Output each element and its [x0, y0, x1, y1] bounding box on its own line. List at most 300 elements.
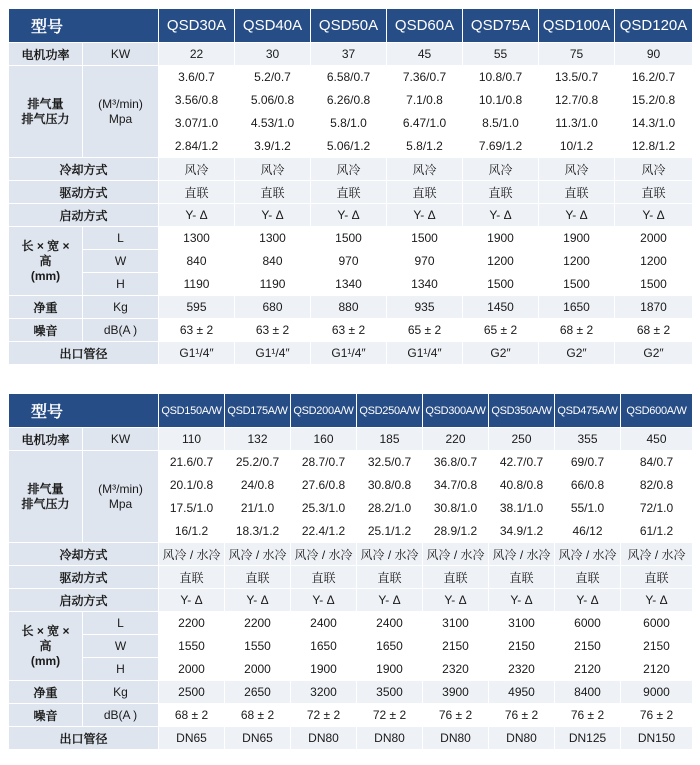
dim-l-cell: 6000: [555, 612, 621, 635]
cooling-cell: 风冷 / 水冷: [159, 543, 225, 566]
drive-label: 驱动方式: [9, 566, 159, 589]
table-row: [9, 319, 693, 342]
drive-cell: 直联: [159, 181, 235, 204]
air-label-line-2: 排气压力: [21, 111, 70, 126]
model-name-header: QSD250A/W: [357, 394, 423, 428]
dim-w-cell: 1650: [291, 635, 357, 658]
table-row: [9, 204, 693, 227]
noise-cell: 76 ± 2: [489, 704, 555, 727]
air-unit-label-line-1: (M³/min): [98, 96, 143, 111]
air-cell: 55/1.0: [555, 497, 621, 520]
air-label-text: [21, 97, 69, 127]
noise-cell: 72 ± 2: [357, 704, 423, 727]
air-cell: 21/1.0: [225, 497, 291, 520]
weight-cell: 8400: [555, 681, 621, 704]
weight-cell: 9000: [621, 681, 693, 704]
air-cell: 24/0.8: [225, 474, 291, 497]
dim-l-cell: 2200: [225, 612, 291, 635]
dim-w-label: W: [83, 635, 159, 658]
outlet-cell: DN80: [423, 727, 489, 750]
air-cell: 3.6/0.7: [159, 66, 235, 89]
outlet-cell: G1¹/4″: [159, 342, 235, 365]
table-row: [9, 9, 693, 43]
dim-w-label: W: [83, 250, 159, 273]
table-row: [9, 158, 693, 181]
dim-h-cell: 1190: [235, 273, 311, 296]
dim-l-label: L: [83, 612, 159, 635]
power-cell: 110: [159, 428, 225, 451]
cooling-cell: 风冷: [387, 158, 463, 181]
power-cell: 90: [615, 43, 693, 66]
weight-cell: 2650: [225, 681, 291, 704]
outlet-cell: G1¹/4″: [235, 342, 311, 365]
outlet-cell: DN80: [357, 727, 423, 750]
dimension-label-line-3: (mm): [30, 268, 61, 283]
dim-w-cell: 1550: [225, 635, 291, 658]
weight-cell: 1870: [615, 296, 693, 319]
table-row: [9, 43, 693, 66]
cooling-label: 冷却方式: [9, 158, 159, 181]
dim-h-cell: 2320: [489, 658, 555, 681]
start-cell: Y- Δ: [357, 589, 423, 612]
table-row: [9, 704, 693, 727]
outlet-cell: G2″: [463, 342, 539, 365]
drive-cell: 直联: [387, 181, 463, 204]
power-unit-label: KW: [83, 43, 159, 66]
dim-l-cell: 2400: [291, 612, 357, 635]
cooling-cell: 风冷: [615, 158, 693, 181]
table-row: [9, 727, 693, 750]
table-row: [9, 273, 693, 296]
outlet-cell: DN65: [159, 727, 225, 750]
model-name-header: QSD75A: [463, 9, 539, 43]
air-unit-label-line-2: Mpa: [108, 496, 133, 511]
start-cell: Y- Δ: [387, 204, 463, 227]
dim-w-cell: 1200: [615, 250, 693, 273]
air-label-line-2: 排气压力: [21, 496, 70, 511]
model-name-header: QSD30A: [159, 9, 235, 43]
model-name-header: QSD50A: [311, 9, 387, 43]
outlet-cell: G2″: [615, 342, 693, 365]
drive-cell: 直联: [235, 181, 311, 204]
air-cell: 34.9/1.2: [489, 520, 555, 543]
model-name-header: QSD200A/W: [291, 394, 357, 428]
weight-unit-label: Kg: [83, 296, 159, 319]
dim-w-cell: 2150: [555, 635, 621, 658]
table-row: [9, 566, 693, 589]
air-cell: 21.6/0.7: [159, 451, 225, 474]
noise-unit-label: dB(A ): [83, 319, 159, 342]
drive-cell: 直联: [159, 566, 225, 589]
weight-cell: 880: [311, 296, 387, 319]
dim-w-cell: 1650: [357, 635, 423, 658]
dim-w-cell: 2150: [489, 635, 555, 658]
dim-l-cell: 6000: [621, 612, 693, 635]
dim-h-cell: 1900: [357, 658, 423, 681]
dim-h-cell: 2000: [225, 658, 291, 681]
table-row: [9, 66, 693, 89]
air-cell: 11.3/1.0: [539, 112, 615, 135]
table-row: [9, 451, 693, 474]
weight-cell: 680: [235, 296, 311, 319]
noise-cell: 65 ± 2: [463, 319, 539, 342]
air-cell: 32.5/0.7: [357, 451, 423, 474]
outlet-cell: G1¹/4″: [311, 342, 387, 365]
noise-cell: 68 ± 2: [539, 319, 615, 342]
start-cell: Y- Δ: [311, 204, 387, 227]
air-cell: 10.1/0.8: [463, 89, 539, 112]
weight-cell: 3200: [291, 681, 357, 704]
air-cell: 27.6/0.8: [291, 474, 357, 497]
air-cell: 25.2/0.7: [225, 451, 291, 474]
table-row: [9, 658, 693, 681]
air-cell: 15.2/0.8: [615, 89, 693, 112]
dim-w-cell: 970: [387, 250, 463, 273]
air-cell: 6.26/0.8: [311, 89, 387, 112]
power-label: 电机功率: [9, 43, 83, 66]
noise-cell: 65 ± 2: [387, 319, 463, 342]
noise-cell: 63 ± 2: [235, 319, 311, 342]
air-cell: 5.06/1.2: [311, 135, 387, 158]
cooling-cell: 风冷: [539, 158, 615, 181]
model-name-header: QSD475A/W: [555, 394, 621, 428]
drive-cell: 直联: [539, 181, 615, 204]
air-cell: 3.56/0.8: [159, 89, 235, 112]
dim-l-cell: 2000: [615, 227, 693, 250]
model-name-header: QSD40A: [235, 9, 311, 43]
start-cell: Y- Δ: [225, 589, 291, 612]
noise-cell: 76 ± 2: [621, 704, 693, 727]
power-cell: 185: [357, 428, 423, 451]
table-row: [9, 342, 693, 365]
drive-label: 驱动方式: [9, 181, 159, 204]
air-cell: 7.36/0.7: [387, 66, 463, 89]
model-name-header: QSD100A: [539, 9, 615, 43]
outlet-cell: DN150: [621, 727, 693, 750]
start-cell: Y- Δ: [539, 204, 615, 227]
noise-cell: 76 ± 2: [555, 704, 621, 727]
air-cell: 42.7/0.7: [489, 451, 555, 474]
noise-label: 噪音: [9, 704, 83, 727]
dim-w-cell: 2150: [621, 635, 693, 658]
air-cell: 38.1/1.0: [489, 497, 555, 520]
power-cell: 30: [235, 43, 311, 66]
power-unit-label: KW: [83, 428, 159, 451]
model-name-header: QSD175A/W: [225, 394, 291, 428]
air-label: [9, 451, 83, 543]
dim-h-cell: 1500: [615, 273, 693, 296]
noise-cell: 76 ± 2: [423, 704, 489, 727]
weight-cell: 4950: [489, 681, 555, 704]
dimension-label: [9, 227, 83, 296]
air-cell: 12.8/1.2: [615, 135, 693, 158]
weight-label: 净重: [9, 296, 83, 319]
dimension-label-line-1: 长 × 宽 ×: [21, 238, 70, 253]
power-cell: 55: [463, 43, 539, 66]
power-cell: 450: [621, 428, 693, 451]
power-cell: 75: [539, 43, 615, 66]
weight-cell: 3500: [357, 681, 423, 704]
power-cell: 22: [159, 43, 235, 66]
drive-cell: 直联: [311, 181, 387, 204]
dim-w-cell: 1200: [539, 250, 615, 273]
dim-l-cell: 1300: [235, 227, 311, 250]
dimension-label-text: [21, 624, 69, 669]
spec-table-2: [9, 394, 693, 750]
spec-table-1: [9, 9, 693, 365]
outlet-label: 出口管径: [9, 727, 159, 750]
drive-cell: 直联: [291, 566, 357, 589]
air-unit-label-line-1: (M³/min): [98, 481, 143, 496]
air-cell: 5.8/1.0: [311, 112, 387, 135]
table-row: [9, 296, 693, 319]
power-label: 电机功率: [9, 428, 83, 451]
table-row: [9, 681, 693, 704]
spec-table-2-body: [9, 394, 693, 750]
dim-l-cell: 1900: [463, 227, 539, 250]
dim-w-cell: 1550: [159, 635, 225, 658]
power-cell: 37: [311, 43, 387, 66]
dim-h-cell: 1500: [463, 273, 539, 296]
cooling-cell: 风冷 / 水冷: [621, 543, 693, 566]
air-cell: 69/0.7: [555, 451, 621, 474]
air-cell: 6.47/1.0: [387, 112, 463, 135]
power-cell: 160: [291, 428, 357, 451]
start-label: 启动方式: [9, 589, 159, 612]
air-cell: 82/0.8: [621, 474, 693, 497]
outlet-cell: G2″: [539, 342, 615, 365]
air-cell: 28.2/1.0: [357, 497, 423, 520]
air-unit-label: [83, 66, 159, 158]
model-name-header: QSD300A/W: [423, 394, 489, 428]
start-cell: Y- Δ: [489, 589, 555, 612]
weight-unit-label: Kg: [83, 681, 159, 704]
air-label: [9, 66, 83, 158]
air-cell: 10/1.2: [539, 135, 615, 158]
outlet-cell: DN125: [555, 727, 621, 750]
dim-h-label: H: [83, 658, 159, 681]
weight-cell: 2500: [159, 681, 225, 704]
cooling-cell: 风冷 / 水冷: [423, 543, 489, 566]
dimension-label-line-1: 长 × 宽 ×: [21, 623, 70, 638]
cooling-cell: 风冷: [311, 158, 387, 181]
table-row: [9, 543, 693, 566]
start-cell: Y- Δ: [291, 589, 357, 612]
dimension-label-line-2: 高: [39, 638, 52, 653]
air-unit-label-text: [98, 482, 143, 512]
outlet-cell: DN80: [291, 727, 357, 750]
air-cell: 4.53/1.0: [235, 112, 311, 135]
dim-l-cell: 2400: [357, 612, 423, 635]
table-row: [9, 428, 693, 451]
model-name-header: QSD150A/W: [159, 394, 225, 428]
air-cell: 30.8/1.0: [423, 497, 489, 520]
start-cell: Y- Δ: [463, 204, 539, 227]
drive-cell: 直联: [225, 566, 291, 589]
dim-h-cell: 1500: [539, 273, 615, 296]
start-cell: Y- Δ: [615, 204, 693, 227]
dim-l-cell: 1300: [159, 227, 235, 250]
air-cell: 12.7/0.8: [539, 89, 615, 112]
air-cell: 5.2/0.7: [235, 66, 311, 89]
outlet-cell: DN65: [225, 727, 291, 750]
start-cell: Y- Δ: [621, 589, 693, 612]
model-header-label: 型号: [9, 9, 159, 43]
air-cell: 3.9/1.2: [235, 135, 311, 158]
air-cell: 2.84/1.2: [159, 135, 235, 158]
air-cell: 25.3/1.0: [291, 497, 357, 520]
dim-l-cell: 1500: [311, 227, 387, 250]
air-cell: 61/1.2: [621, 520, 693, 543]
dim-w-cell: 970: [311, 250, 387, 273]
noise-cell: 63 ± 2: [311, 319, 387, 342]
dim-h-cell: 2120: [621, 658, 693, 681]
dim-h-cell: 2320: [423, 658, 489, 681]
spec-table-1-body: [9, 9, 693, 365]
start-cell: Y- Δ: [555, 589, 621, 612]
air-cell: 3.07/1.0: [159, 112, 235, 135]
dimension-label-line-3: (mm): [30, 653, 61, 668]
cooling-label: 冷却方式: [9, 543, 159, 566]
power-cell: 250: [489, 428, 555, 451]
noise-cell: 68 ± 2: [159, 704, 225, 727]
table-row: [9, 181, 693, 204]
dim-h-cell: 1340: [387, 273, 463, 296]
cooling-cell: 风冷: [159, 158, 235, 181]
air-unit-label-text: [98, 97, 143, 127]
model-name-header: QSD120A: [615, 9, 693, 43]
dim-h-cell: 2120: [555, 658, 621, 681]
dim-h-label: H: [83, 273, 159, 296]
table-row: [9, 394, 693, 428]
weight-cell: 3900: [423, 681, 489, 704]
power-cell: 220: [423, 428, 489, 451]
outlet-label: 出口管径: [9, 342, 159, 365]
model-name-header: QSD600A/W: [621, 394, 693, 428]
start-cell: Y- Δ: [159, 204, 235, 227]
noise-unit-label: dB(A ): [83, 704, 159, 727]
air-cell: 16/1.2: [159, 520, 225, 543]
dimension-label-line-2: 高: [39, 253, 52, 268]
cooling-cell: 风冷 / 水冷: [291, 543, 357, 566]
drive-cell: 直联: [357, 566, 423, 589]
dim-h-cell: 1190: [159, 273, 235, 296]
weight-cell: 595: [159, 296, 235, 319]
outlet-cell: G1¹/4″: [387, 342, 463, 365]
air-label-line-1: 排气量: [27, 96, 64, 111]
drive-cell: 直联: [489, 566, 555, 589]
air-cell: 18.3/1.2: [225, 520, 291, 543]
cooling-cell: 风冷: [463, 158, 539, 181]
model-name-header: QSD350A/W: [489, 394, 555, 428]
cooling-cell: 风冷 / 水冷: [555, 543, 621, 566]
dim-l-cell: 2200: [159, 612, 225, 635]
weight-cell: 935: [387, 296, 463, 319]
air-cell: 20.1/0.8: [159, 474, 225, 497]
weight-label: 净重: [9, 681, 83, 704]
air-cell: 13.5/0.7: [539, 66, 615, 89]
air-cell: 5.8/1.2: [387, 135, 463, 158]
drive-cell: 直联: [615, 181, 693, 204]
model-header-label: 型号: [9, 394, 159, 428]
noise-cell: 68 ± 2: [615, 319, 693, 342]
dimension-label-text: [21, 239, 69, 284]
air-cell: 72/1.0: [621, 497, 693, 520]
drive-cell: 直联: [555, 566, 621, 589]
dim-w-cell: 840: [159, 250, 235, 273]
air-cell: 6.58/0.7: [311, 66, 387, 89]
cooling-cell: 风冷 / 水冷: [225, 543, 291, 566]
air-cell: 46/12: [555, 520, 621, 543]
dim-l-cell: 1900: [539, 227, 615, 250]
power-cell: 45: [387, 43, 463, 66]
dim-w-cell: 1200: [463, 250, 539, 273]
cooling-cell: 风冷: [235, 158, 311, 181]
air-cell: 5.06/0.8: [235, 89, 311, 112]
table-row: [9, 635, 693, 658]
cooling-cell: 风冷 / 水冷: [357, 543, 423, 566]
dim-l-cell: 1500: [387, 227, 463, 250]
air-label-text: [21, 482, 69, 512]
table-row: [9, 227, 693, 250]
start-cell: Y- Δ: [159, 589, 225, 612]
air-cell: 7.1/0.8: [387, 89, 463, 112]
dim-w-cell: 2150: [423, 635, 489, 658]
drive-cell: 直联: [463, 181, 539, 204]
dim-l-label: L: [83, 227, 159, 250]
air-cell: 22.4/1.2: [291, 520, 357, 543]
power-cell: 132: [225, 428, 291, 451]
start-cell: Y- Δ: [235, 204, 311, 227]
dim-l-cell: 3100: [489, 612, 555, 635]
start-cell: Y- Δ: [423, 589, 489, 612]
air-cell: 28.9/1.2: [423, 520, 489, 543]
weight-cell: 1450: [463, 296, 539, 319]
dim-h-cell: 1900: [291, 658, 357, 681]
air-label-line-1: 排气量: [27, 481, 64, 496]
drive-cell: 直联: [621, 566, 693, 589]
power-cell: 355: [555, 428, 621, 451]
air-cell: 36.8/0.7: [423, 451, 489, 474]
drive-cell: 直联: [423, 566, 489, 589]
air-unit-label: [83, 451, 159, 543]
dim-h-cell: 2000: [159, 658, 225, 681]
noise-cell: 68 ± 2: [225, 704, 291, 727]
weight-cell: 1650: [539, 296, 615, 319]
table-row: [9, 612, 693, 635]
air-cell: 25.1/1.2: [357, 520, 423, 543]
air-cell: 28.7/0.7: [291, 451, 357, 474]
air-cell: 40.8/0.8: [489, 474, 555, 497]
noise-cell: 72 ± 2: [291, 704, 357, 727]
dimension-label: [9, 612, 83, 681]
dim-w-cell: 840: [235, 250, 311, 273]
outlet-cell: DN80: [489, 727, 555, 750]
model-name-header: QSD60A: [387, 9, 463, 43]
air-cell: 66/0.8: [555, 474, 621, 497]
air-cell: 84/0.7: [621, 451, 693, 474]
air-cell: 34.7/0.8: [423, 474, 489, 497]
air-cell: 8.5/1.0: [463, 112, 539, 135]
air-cell: 10.8/0.7: [463, 66, 539, 89]
noise-cell: 63 ± 2: [159, 319, 235, 342]
table-row: [9, 589, 693, 612]
air-cell: 17.5/1.0: [159, 497, 225, 520]
cooling-cell: 风冷 / 水冷: [489, 543, 555, 566]
start-label: 启动方式: [9, 204, 159, 227]
dim-h-cell: 1340: [311, 273, 387, 296]
noise-label: 噪音: [9, 319, 83, 342]
